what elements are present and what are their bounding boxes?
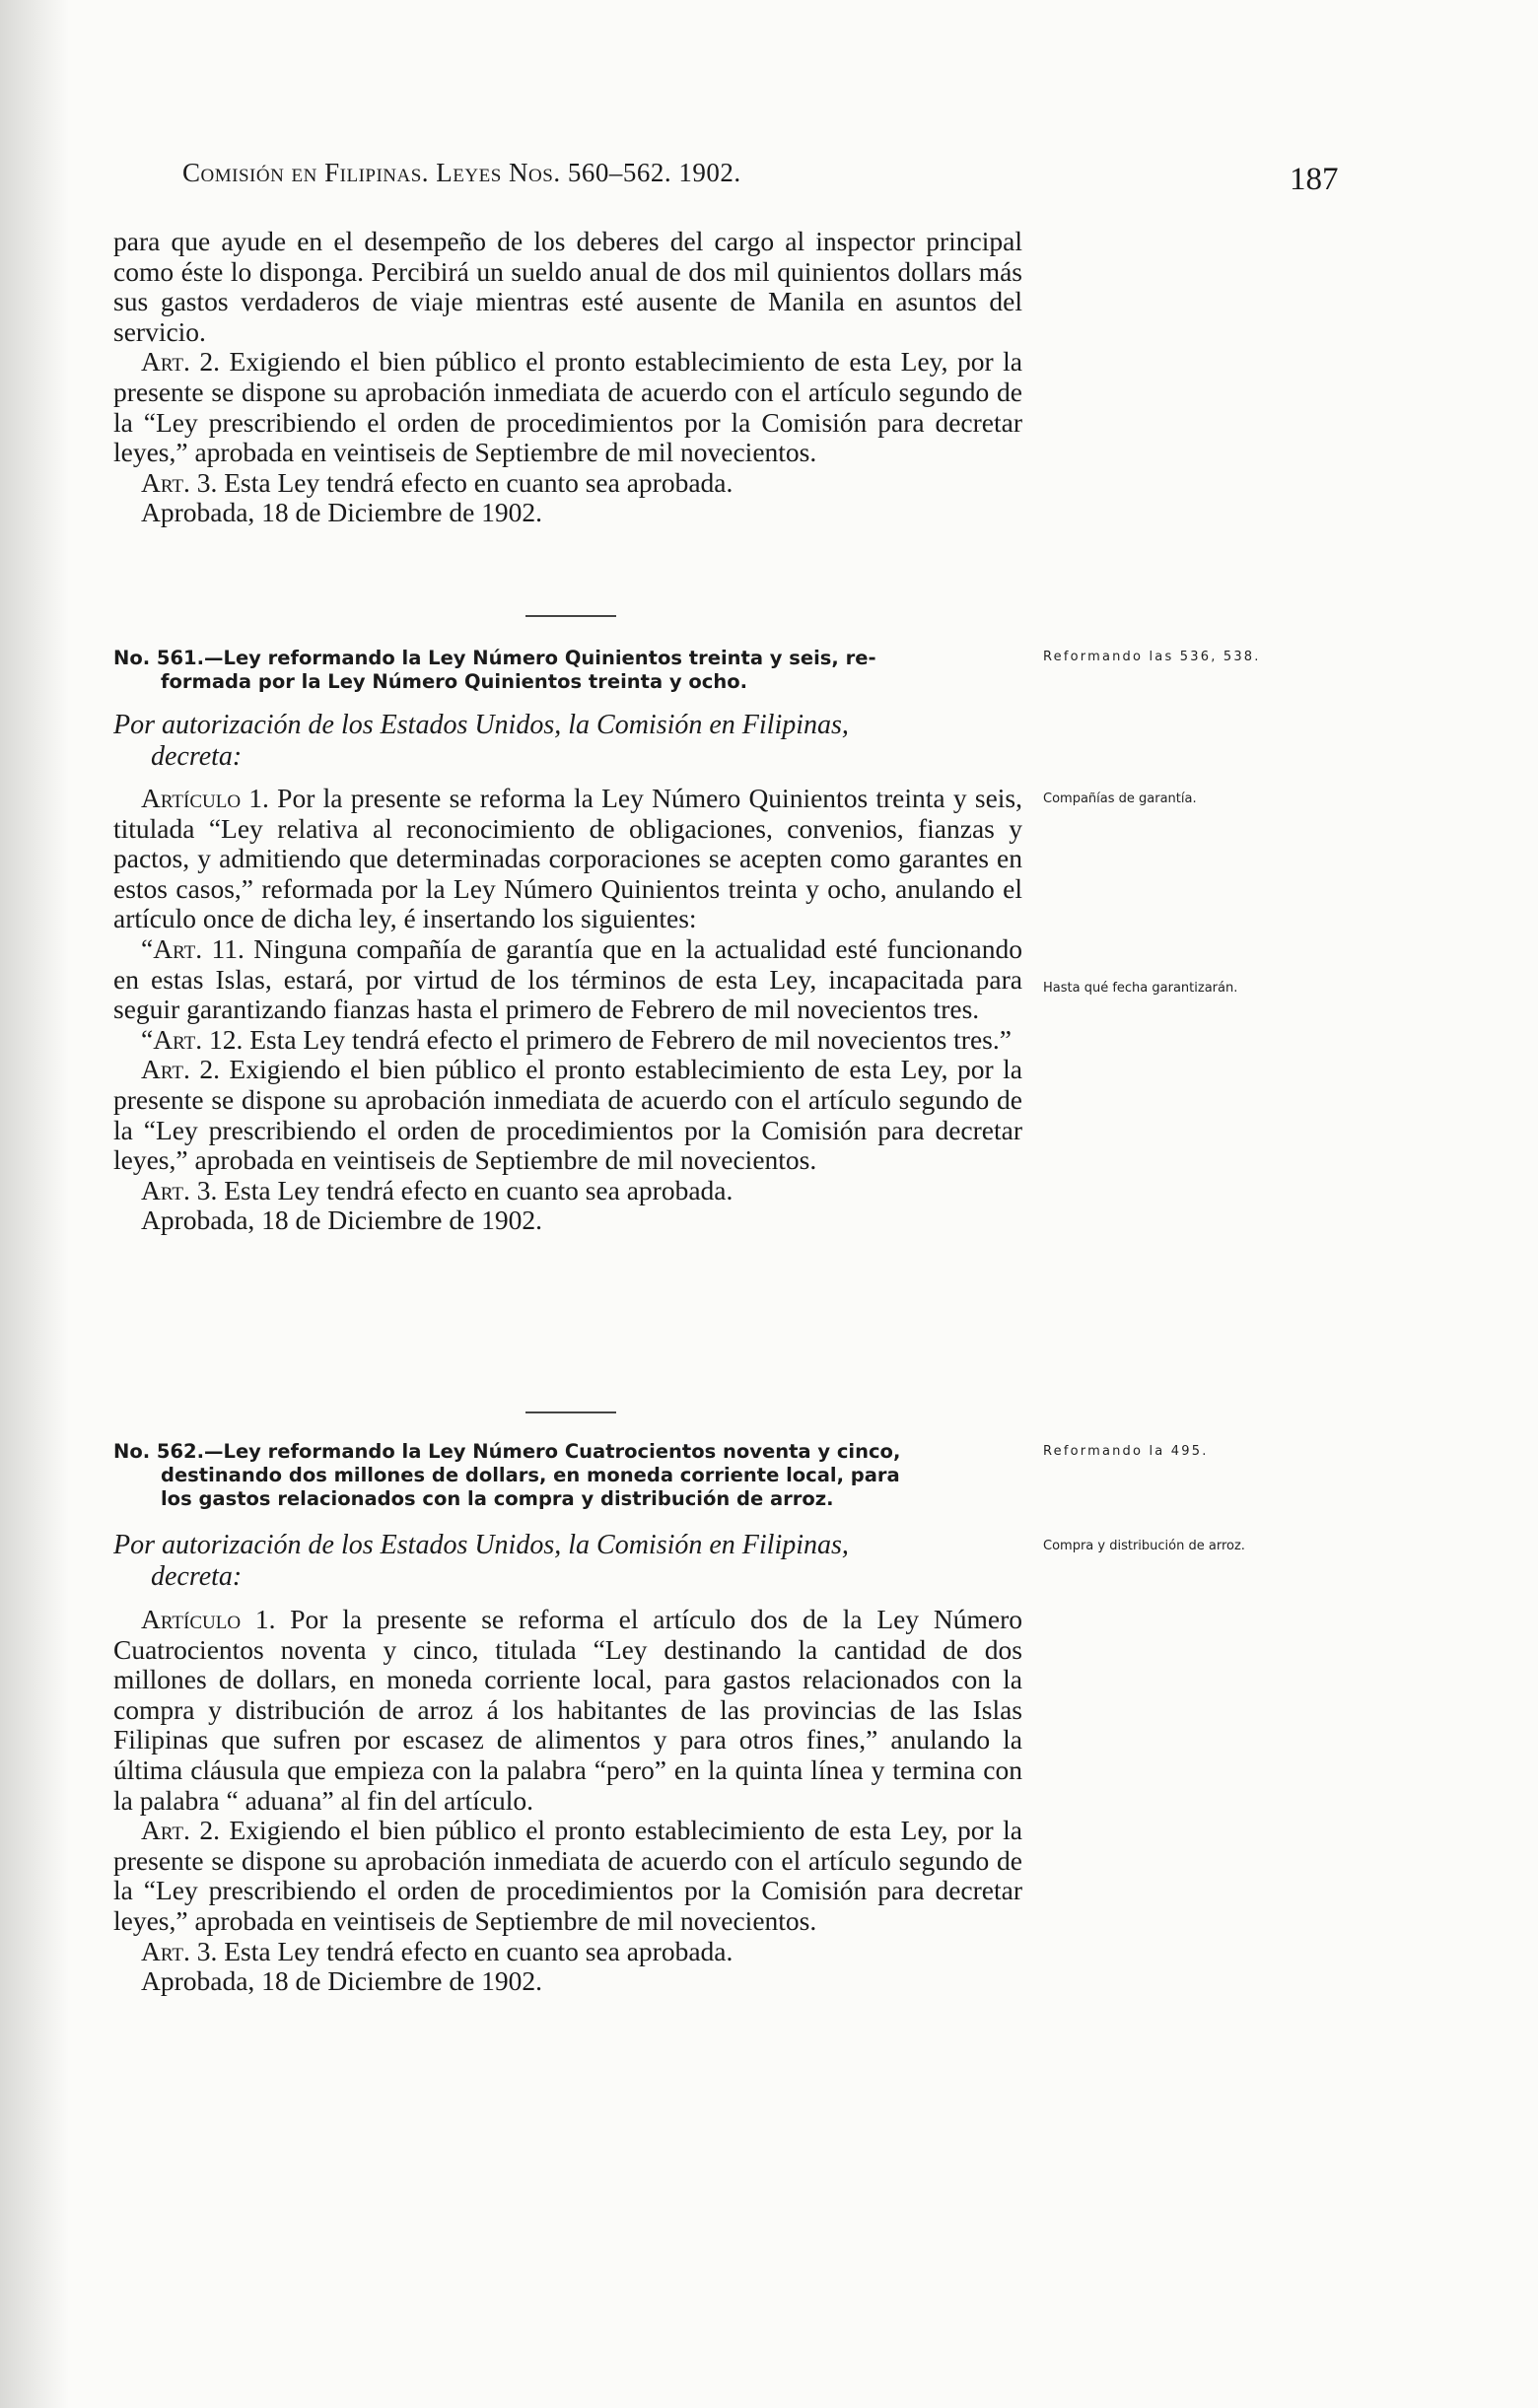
margin-note: Reformando las 536, 538. [1043, 650, 1261, 664]
article-11 [113, 934, 1022, 1025]
authority-line: Por autorización de los Estados Unidos, la Comisión en Filipinas, [113, 1530, 849, 1560]
authority-line: decreta: [151, 741, 243, 772]
law-562-authority [113, 1530, 1022, 1593]
approval-date: Aprobada, 18 de Diciembre de 1902. [141, 497, 543, 528]
heading-line: los gastos relacionados con la compra y distribución de arroz. [161, 1487, 834, 1510]
article-label: Art. 3. [141, 466, 218, 498]
article-text: Esta Ley tendrá efecto en cuanto sea aprobada. [217, 1174, 734, 1205]
heading-line: formada por la Ley Número Quinientos treinta y ocho. [161, 670, 748, 693]
approval-date: Aprobada, 18 de Diciembre de 1902. [141, 1965, 543, 1997]
article-label: Art. 2. [141, 346, 220, 378]
article-label: Artículo 1. [141, 1604, 276, 1634]
article-text: Esta Ley tendrá efecto en cuanto sea aprobada. [217, 466, 734, 498]
article-3 [113, 468, 1022, 499]
heading-line: No. 561.—Ley reformando la Ley Número Quinientos treinta y seis, re- [113, 647, 876, 669]
article-text: Por la presente se reforma el artículo dos de la Ley Número Cuatrocientos noventa y cinco, titulada “Ley destinando la cantidad de dos millones de dollars, en moneda corriente local, para gastos relacionados con la compra y distribución de arroz á los habitantes de las provincias de las Islas Filipinas que sufren por escasez de alimentos y para otros fines,” anulando la última cláusula que empieza con la palabra “pero” en la quinta línea y termina con la palabra “ aduana” al fin del artículo. [113, 1604, 1023, 1816]
article-3 [113, 1176, 1022, 1206]
margin-note: Compañías de garantía. [1043, 791, 1197, 806]
margin-note: Hasta qué fecha garantizarán. [1043, 981, 1238, 996]
law-561-authority [113, 710, 1022, 773]
authority-line: Por autorización de los Estados Unidos, la Comisión en Filipinas, [113, 710, 849, 740]
article-text: Ninguna compañía de garantía que en la actualidad esté funcionando en estas Islas, estará, por virtud de los términos de esta Ley, incapacitada para seguir garantizando fianzas hasta el primero de Febrero de mil novecientos tres. [113, 932, 1022, 1025]
law-561-body [113, 784, 1022, 1236]
article-text: Exigiendo el bien público el pronto establecimiento de esta Ley, por la presente se dispone su aprobación inmediata de acuerdo con el artículo segundo de la “Ley prescribiendo el orden de procedimientos por la Comisión para decretar leyes,” aprobada en veintiseis de Septiembre de mil novecientos. [113, 346, 1022, 468]
article-2 [113, 347, 1022, 467]
heading-line: No. 562.—Ley reformando la Ley Número Cuatrocientos noventa y cinco, [113, 1440, 901, 1463]
paragraph: para que ayude en el desempeño de los deberes del cargo al inspector principal como éste lo disponga. Percibirá un sueldo anual de dos mil quinientos dollars más sus gastos verdaderos de viaje mientras esté ausente de Manila en asuntos del servicio. [113, 226, 1022, 347]
law-561-heading [113, 647, 1030, 694]
article-1 [113, 784, 1022, 934]
article-text: Esta Ley tendrá efecto el primero de Febrero de mil novecientos tres.” [243, 1023, 1012, 1055]
law-562-body [113, 1605, 1022, 1997]
article-label: “Art. 12. [141, 1023, 244, 1055]
article-2 [113, 1055, 1022, 1175]
margin-note: Reformando la 495. [1043, 1444, 1209, 1459]
article-label: Art. 2. [141, 1815, 220, 1846]
running-header: Comisión en Filipinas. Leyes Nos. 560–562. 1902. [182, 158, 741, 187]
article-3 [113, 1937, 1022, 1967]
heading-line: destinando dos millones de dollars, en moneda corriente local, para [161, 1464, 900, 1486]
law-562-heading [113, 1440, 1030, 1511]
authority-line: decreta: [151, 1561, 243, 1592]
margin-note: Compra y distribución de arroz. [1043, 1539, 1245, 1553]
article-1 [113, 1605, 1022, 1816]
approval-date: Aprobada, 18 de Diciembre de 1902. [141, 1204, 543, 1236]
law-560-tail [113, 227, 1022, 528]
article-label: Artículo 1. [141, 783, 269, 813]
article-text: Esta Ley tendrá efecto en cuanto sea aprobada. [217, 1935, 734, 1966]
article-text: Exigiendo el bien público el pronto establecimiento de esta Ley, por la presente se dispone su aprobación inmediata de acuerdo con el artículo segundo de la “Ley prescribiendo el orden de procedimientos por la Comisión para decretar leyes,” aprobada en veintiseis de Septiembre de mil novecientos. [113, 1815, 1022, 1936]
page-number: 187 [1290, 162, 1339, 197]
article-label: Art. 2. [141, 1054, 220, 1085]
section-divider [525, 615, 616, 617]
article-text: Por la presente se reforma la Ley Número Quinientos treinta y seis, titulada “Ley relativa al reconocimiento de obligaciones, convenios, fianzas y pactos, y admitiendo que determinadas corporaciones se acepten como garantes en estos casos,” reformada por la Ley Número Quinientos treinta y ocho, anulando el artículo once de dicha ley, é insertando los siguientes: [113, 783, 1022, 934]
section-divider [525, 1411, 616, 1413]
binding-shadow [0, 0, 69, 2408]
article-text: Exigiendo el bien público el pronto establecimiento de esta Ley, por la presente se dispone su aprobación inmediata de acuerdo con el artículo segundo de la “Ley prescribiendo el orden de procedimientos por la Comisión para decretar leyes,” aprobada en veintiseis de Septiembre de mil novecientos. [113, 1054, 1022, 1176]
article-label: Art. 3. [141, 1174, 218, 1205]
article-2 [113, 1816, 1022, 1936]
article-label: Art. 3. [141, 1935, 218, 1966]
article-12 [113, 1025, 1022, 1056]
article-label: “Art. 11. [141, 932, 245, 964]
